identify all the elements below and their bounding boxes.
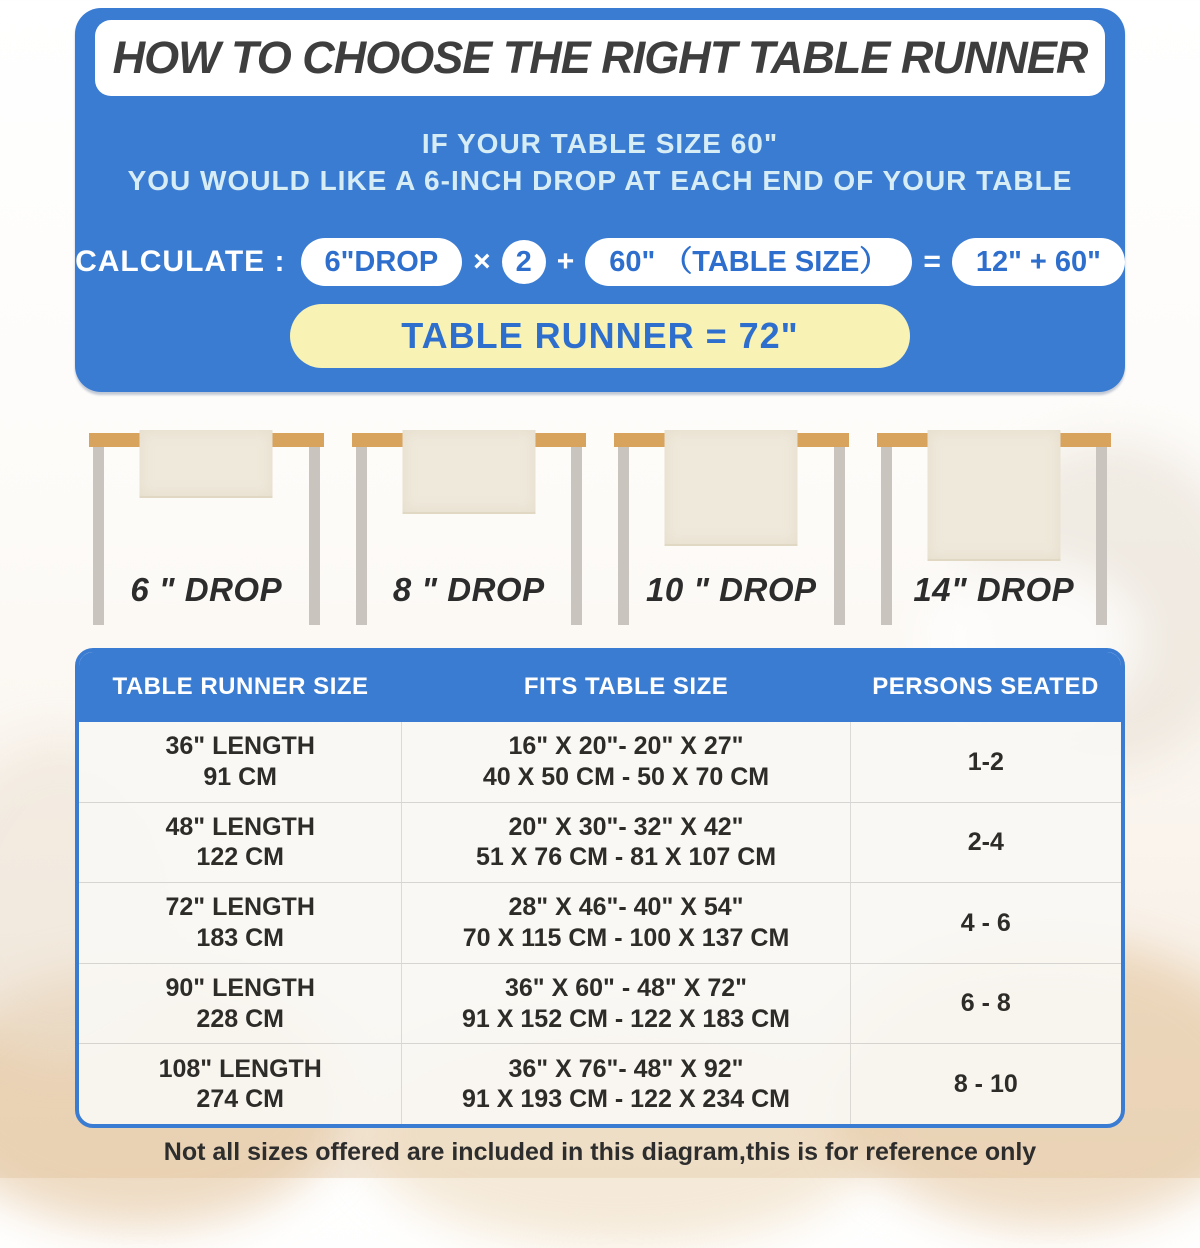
drop-label: 10 " DROP [645,571,817,608]
size-table-header [79,652,1121,722]
fits-size-cell [401,722,850,802]
runner-shape [402,430,535,514]
fits-size-cm: 40 X 50 CM - 50 X 70 CM [482,762,770,791]
runner-shape [140,430,273,498]
runner-size-inches: 48" LENGTH [165,812,315,841]
persons-cell [851,883,1121,963]
persons-value: 6 - 8 [960,989,1011,1018]
fits-size-inches: 36" X 76"- 48" X 92" [508,1054,744,1083]
persons-value: 8 - 10 [953,1069,1018,1098]
runner-size-cell [79,1044,401,1124]
runner-size-cm: 228 CM [196,1004,284,1033]
drop-diagram-14in [863,425,1126,643]
page-title: HOW TO CHOOSE THE RIGHT TABLE RUNNER [112,32,1088,83]
table-row [79,963,1121,1044]
runner-size-cm: 122 CM [196,843,284,872]
runner-size-inches: 90" LENGTH [165,974,315,1003]
fits-size-cell [401,883,850,963]
table-row [79,722,1121,802]
persons-value: 1-2 [967,747,1004,776]
persons-cell [851,722,1121,802]
persons-cell [851,1044,1121,1124]
formula-label: CALCULATE : [75,245,286,278]
runner-size-inches: 36" LENGTH [165,732,315,761]
drop-label: 6 " DROP [130,571,283,608]
persons-value: 4 - 6 [960,908,1011,937]
fits-size-inches: 28" X 46"- 40" X 54" [508,893,744,922]
times-operator: × [473,245,491,278]
drop-diagram-8in [338,425,601,643]
drop-label: 14" DROP [913,571,1075,608]
footnote: Not all sizes offered are included in this diagram,this is for reference only [163,1138,1037,1166]
header-runner-size: TABLE RUNNER SIZE [112,673,369,700]
formula-drop-pill: 6"DROP [301,238,463,286]
fits-size-inches: 16" X 20"- 20" X 27" [508,732,744,761]
persons-value: 2-4 [967,828,1004,857]
fits-size-cell [401,1044,850,1124]
fits-size-cm: 91 X 193 CM - 122 X 234 CM [462,1085,790,1114]
runner-size-cell [79,722,401,802]
equals-operator: = [923,245,941,278]
plus-operator: + [556,245,575,278]
runner-shape [927,430,1060,561]
fits-size-cell [401,964,850,1044]
size-table-body [79,722,1121,1124]
table-row [79,802,1121,883]
runner-size-inches: 108" LENGTH [158,1054,322,1083]
header-fits-table-size: FITS TABLE SIZE [523,673,729,700]
persons-cell [851,803,1121,883]
result-pill: TABLE RUNNER = 72" [290,304,910,368]
size-table-panel [75,648,1125,1128]
formula-sum-pill: 12" + 60" [952,238,1125,286]
formula-table-size-pill: 60" （TABLE SIZE） [585,238,912,286]
table-row [79,1043,1121,1124]
fits-size-cm: 51 X 76 CM - 81 X 107 CM [475,843,777,872]
persons-cell [851,964,1121,1044]
drop-diagram-10in [600,425,863,643]
drop-diagram-6in [75,425,338,643]
runner-size-cm: 91 CM [203,762,278,791]
intro-line-1: IF YOUR TABLE SIZE 60" [421,128,779,159]
table-row [79,882,1121,963]
runner-size-cm: 183 CM [196,923,284,952]
runner-shape [665,430,798,546]
fits-size-inches: 20" X 30"- 32" X 42" [508,812,744,841]
formula-multiplier-circle: 2 [502,240,546,284]
formula-row [75,236,1125,288]
title-box [95,20,1105,96]
fits-size-cell [401,803,850,883]
runner-size-cell [79,803,401,883]
fits-size-inches: 36" X 60" - 48" X 72" [505,974,747,1003]
runner-size-cell [79,964,401,1044]
runner-size-cell [79,883,401,963]
header-persons-seated: PERSONS SEATED [872,673,1099,700]
intro-line-2: YOU WOULD LIKE A 6-INCH DROP AT EACH END OF YOUR TABLE [127,165,1073,196]
runner-size-cm: 274 CM [196,1085,284,1114]
drop-diagrams-row [75,425,1125,643]
fits-size-cm: 91 X 152 CM - 122 X 183 CM [462,1004,790,1033]
hero-panel [75,8,1125,392]
runner-size-inches: 72" LENGTH [165,893,315,922]
drop-label: 8 " DROP [392,571,545,608]
fits-size-cm: 70 X 115 CM - 100 X 137 CM [462,923,790,952]
